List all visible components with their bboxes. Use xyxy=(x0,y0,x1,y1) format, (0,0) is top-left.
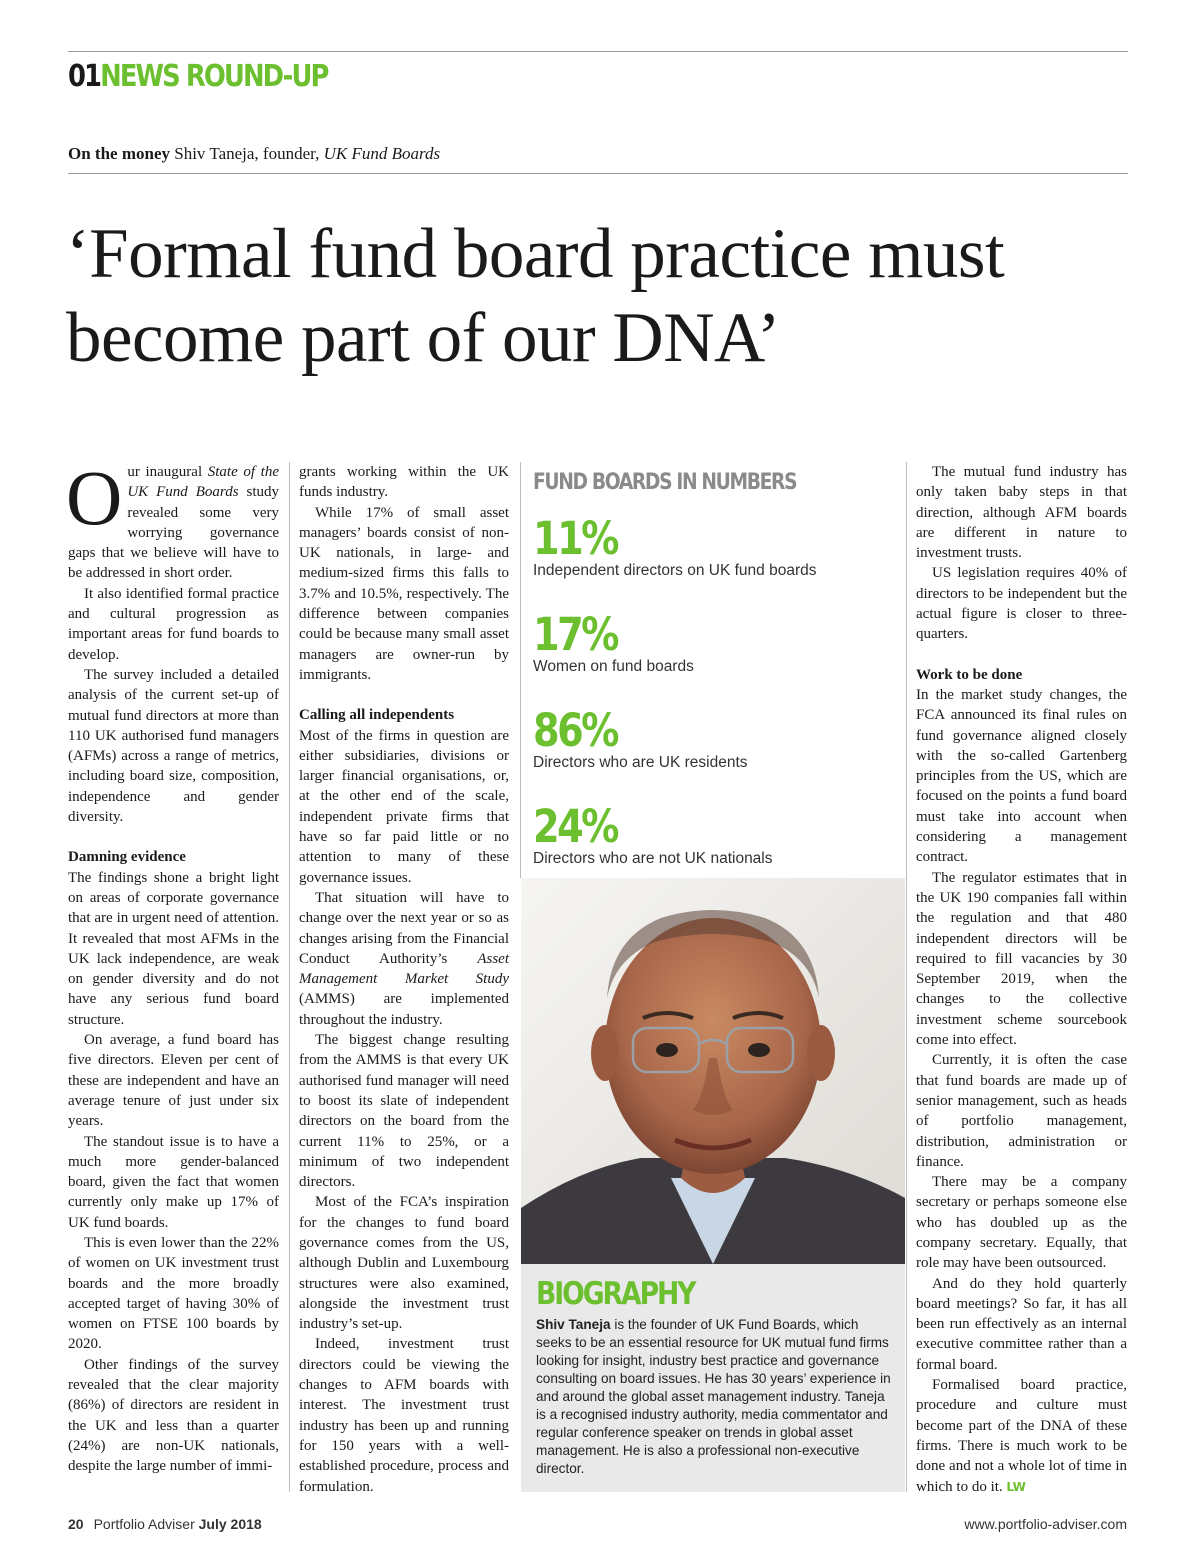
biography-name: Shiv Taneja xyxy=(536,1317,611,1332)
stat-item xyxy=(533,801,905,868)
paragraph: There may be a company secretary or perhaps someone else who has doubled up as the company secretary. Equally, that role may have been outsourced. xyxy=(916,1174,1127,1272)
stat-label: Women on fund boards xyxy=(533,658,694,675)
paragraph: Our inaugural State of the UK Fund Boards study revealed some very worrying governance gaps that we believe will have to be addressed in short order. xyxy=(66,454,279,582)
paragraph: Formalised board practice, procedure and culture must become part of the DNA of these firms. There is much work to be done and not a whole lot of time in which to do it. LW xyxy=(916,1377,1127,1495)
paragraph: Indeed, investment trust directors could be viewing the changes to AFM boards with interest. The investment trust industry has been up and running for 150 years with a well-established procedure, process and formulation. xyxy=(299,1336,509,1495)
publication-name: Portfolio Adviser xyxy=(93,1516,195,1532)
paragraph: The regulator estimates that in the UK 190 companies fall within the regulation and that 480 independent directors will be required to fill vacancies by 30 September 2019, when the changes to the collective investment scheme sourcebook come into effect. xyxy=(916,869,1127,1049)
article-column-2 xyxy=(299,462,509,1497)
paragraph: The standout issue is to have a much more gender-balanced board, given the fact that women currently only make up 17% of UK fund boards. xyxy=(68,1133,279,1231)
article-column-1 xyxy=(66,454,279,1477)
issue-date: July 2018 xyxy=(198,1516,262,1532)
biography-text: Shiv Taneja is the founder of UK Fund Boards, which seeks to be an essential resource for UK mutual fund firms looking for insight, industry best practice and governance consulting on board issues. He has 30 years’ experience in and around the global asset management industry. Taneja is a recognised industry authority, media commentator and regular conference speaker on trends in global asset management. He is also a professional non-executive director. xyxy=(536,1317,891,1476)
byline-rule xyxy=(68,173,1128,174)
author-initials: LW xyxy=(1006,1479,1026,1494)
column-divider xyxy=(289,462,290,1492)
stat-value: 11% xyxy=(533,512,617,565)
stat-label: Directors who are UK residents xyxy=(533,754,748,771)
portrait-photo xyxy=(521,878,905,1264)
paragraph: Most of the firms in question are either subsidiaries, divisions or larger financial organisations, or, at the other end of the scale, independent private firms that have so far paid little or no attention to many of these governance issues. xyxy=(299,727,509,886)
paragraph: The findings shone a bright light on areas of corporate governance that are in urgent need of attention. It revealed that most AFMs in the UK lack independence, are weak on gender diversity and do not have any serious fund board structure. xyxy=(68,869,279,1028)
headline: ‘Formal fund board practice must become part of our DNA’ xyxy=(66,215,1005,377)
section-name: NEWS ROUND-UP xyxy=(100,59,328,94)
stat-value: 17% xyxy=(533,608,617,661)
top-rule xyxy=(68,51,1128,52)
stat-value: 86% xyxy=(533,704,617,757)
paragraph: Other findings of the survey revealed that the clear majority (86%) of directors are resident in the UK and less than a quarter (24%) are non-UK nationals, despite the large number of immi- xyxy=(68,1356,279,1475)
paragraph: The biggest change resulting from the AMMS is that every UK authorised fund manager will need to boost its slate of independent directors on the board from the current 11% to 25%, or a minimum of two independent directors. xyxy=(299,1032,509,1191)
paragraph: While 17% of small asset managers’ boards consist of non-UK nationals, in large- and medium-sized firms this falls to 3.7% and 10.5%, respectively. The difference between companies could be because many small asset managers are owner-run by immigrants. xyxy=(299,504,509,683)
subheading-calling-all-independents: Calling all independents xyxy=(299,707,455,724)
website-link[interactable]: www.portfolio-adviser.com xyxy=(964,1516,1127,1532)
byline xyxy=(68,142,440,166)
fund-boards-in-numbers-panel xyxy=(521,462,905,898)
page-number: 20 xyxy=(68,1516,84,1532)
footer-left xyxy=(68,1516,262,1532)
section-header xyxy=(68,58,328,96)
stat-label: Directors who are not UK nationals xyxy=(533,850,773,867)
paragraph: Currently, it is often the case that fund boards are made up of senior management, such as heads of portfolio management, distribution, administration or finance. xyxy=(916,1052,1127,1170)
stat-item xyxy=(533,513,905,580)
paragraph: It also identified formal practice and cultural progression as important areas for fund boards to develop. xyxy=(68,585,279,663)
paragraph: This is even lower than the 22% of women on UK investment trust boards and the more broadly accepted target of having 30% of women on FTSE 100 boards by 2020. xyxy=(68,1234,279,1353)
stat-item xyxy=(533,609,905,676)
paragraph: That situation will have to change over the next year or so as changes arising from the Financial Conduct Authority’s Asset Management Market Study (AMMS) are implemented throughout the industry. xyxy=(299,889,509,1028)
column-divider xyxy=(906,462,907,1492)
paragraph: On average, a fund board has five directors. Eleven per cent of these are independent and have an average tenure of just under six years. xyxy=(68,1032,279,1130)
stat-item xyxy=(533,705,905,772)
portrait-illustration xyxy=(521,878,905,1264)
biography-title: BIOGRAPHY xyxy=(536,1276,695,1312)
stat-label: Independent directors on UK fund boards xyxy=(533,562,817,579)
byline-author: Shiv Taneja, founder, xyxy=(174,144,320,163)
paragraph: grants working within the UK funds industry. xyxy=(299,464,509,501)
biography-box xyxy=(521,1264,905,1492)
stat-value: 24% xyxy=(533,800,617,853)
paragraph: The survey included a detailed analysis of the current set-up of mutual fund directors at more than 110 UK authorised fund managers (AFMs) across a range of metrics, including board size, composition, independence and gender diversity. xyxy=(68,666,279,826)
subheading-work-to-be-done: Work to be done xyxy=(916,666,1023,683)
paragraph: In the market study changes, the FCA announced its final rules on fund governance aligned closely with the so-called Gartenberg principles from the US, which are focused on the points a fund board must take into account when considering a management contract. xyxy=(916,686,1127,866)
drop-cap: O xyxy=(66,454,123,541)
byline-org: UK Fund Boards xyxy=(323,144,441,163)
paragraph: Most of the FCA’s inspiration for the changes to fund board governance comes from the US, although Dublin and Luxembourg structures were also examined, alongside the investment trust industry’s set-up. xyxy=(299,1194,509,1333)
panel-title: FUND BOARDS IN NUMBERS xyxy=(533,470,797,495)
section-number: 01 xyxy=(68,59,101,94)
article-column-4 xyxy=(916,462,1127,1497)
byline-label: On the money xyxy=(68,144,170,163)
paragraph: US legislation requires 40% of directors to be independent but the actual figure is closer to three-quarters. xyxy=(916,565,1127,643)
paragraph: The mutual fund industry has only taken baby steps in that direction, although AFM boards are different in nature to investment trusts. xyxy=(916,464,1127,562)
subheading-damning-evidence: Damning evidence xyxy=(68,849,186,866)
paragraph: And do they hold quarterly board meetings? So far, it has all been run effectively as an internal executive committee rather than a formal board. xyxy=(916,1275,1127,1373)
